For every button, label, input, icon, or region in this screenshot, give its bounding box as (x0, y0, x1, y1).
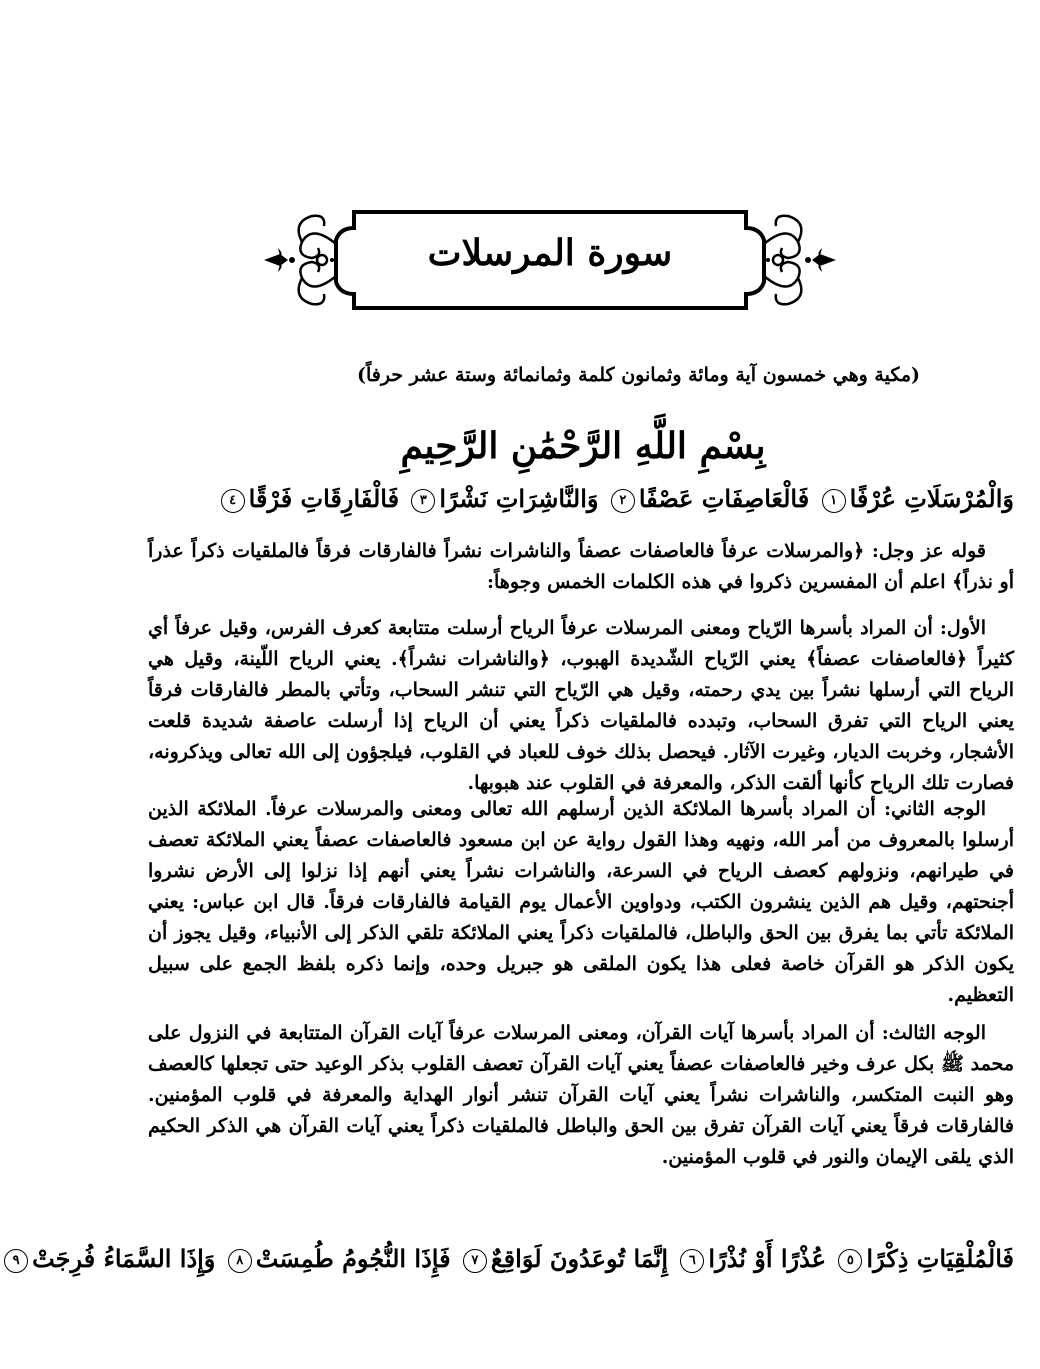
surah-title: سورة المرسلات (427, 232, 673, 274)
paragraph-third-view (148, 1018, 1014, 1173)
verse-number-icon: ٧ (463, 1249, 487, 1273)
paragraph-text: الوجه الثالث: أن المراد بأسرها آيات القرآن، ومعنى المرسلات عرفاً آيات القرآن المتتابعة في النزول على محمد ﷺ بكل عرف وخير فالعاصفات عصفاً يعني آيات القرآن تعصف القلوب بذكر الوعيد حتى تجعلها كالعصف وهو النبت المتكسر، والناشرات نشراً يعني آيات القرآن تنشر أنوار الهداية والمعرفة في قلوب المؤمنين. فالفارقات فرقاً يعني آيات القرآن تفرق بين الحق والباطل فالملقيات ذكراً يعني آيات القرآن هي الذكر الحكيم الذي يلقى الإيمان والنور في قلوب المؤمنين. (148, 1022, 1014, 1168)
verse-text: وَالنَّاشِرَاتِ نَشْرًا (439, 484, 599, 513)
verse-number-icon: ٥ (838, 1249, 862, 1273)
verse-number-icon: ٣ (411, 489, 435, 513)
verse-number-icon: ٤ (221, 489, 245, 513)
verse-line-top (148, 484, 1014, 513)
verse-text: فَالْفَارِقَاتِ فَرْقًا (248, 484, 400, 513)
verse-text: وَإِذَا السَّمَاءُ فُرِجَتْ (32, 1244, 216, 1273)
verse-number-icon: ٦ (680, 1249, 704, 1273)
verse-text: فَالْمُلْقِيَاتِ ذِكْرًا (866, 1244, 1014, 1273)
surah-title-frame (262, 204, 838, 316)
verse-text: فَإِذَا النُّجُومُ طُمِسَتْ (255, 1244, 451, 1273)
verse-text: إِنَّمَا تُوعَدُونَ لَوَاقِعٌ (490, 1244, 668, 1273)
verse-number-icon: ٨ (228, 1249, 252, 1273)
paragraph-text: قوله عز وجل: ﴿والمرسلات عرفاً فالعاصفات عصفاً والناشرات نشراً فالفارقات فرقاً فالملقيات ذكراً عذراً أو نذراً﴾ اعلم أن المفسرين ذكروا في هذه الكلمات الخمس وجوهاً: (148, 540, 1014, 593)
paragraph-first-view (148, 613, 1014, 799)
page (12, 0, 1040, 1369)
verse-line-bottom (12, 1244, 1014, 1273)
verse-number-icon: ٢ (611, 489, 635, 513)
basmala: بِسْمِ اللَّهِ الرَّحْمَٰنِ الرَّحِيمِ (400, 425, 766, 467)
verse-number-icon: ١ (822, 489, 846, 513)
paragraph-intro (148, 536, 1014, 598)
paragraph-text: الوجه الثاني: أن المراد بأسرها الملائكة الذين أرسلهم الله تعالى ومعنى والمرسلات عرفاً. الملائكة الذين أرسلوا بالمعروف من أمر الله، ونهيه وهذا القول رواية عن ابن مسعود فالعاصفات عصفاً يعني الملائكة تعصف في طيرانهم، ونزولهم كعصف الرياح في السرعة، والناشرات نشراً يعني أنهم إذا نزلوا إلى الأرض نشروا أجنحتهم، وقيل هم الذين ينشرون الكتب، ودواوين الأعمال يوم القيامة فالفارقات فرقاً. قال ابن عباس: يعني الملائكة تأتي بما يفرق بين الحق والباطل، فالملقيات ذكراً يعني الملائكة تلقي الذكر إلى الأنبياء، وقيل يجوز أن يكون الذكر هو القرآن خاصة فعلى هذا يكون الملقى هو جبريل وحده، وإنما ذكره بلفظ الجمع على سبيل التعظيم. (148, 798, 1014, 1006)
verse-text: فَالْعَاصِفَاتِ عَصْفًا (638, 484, 810, 513)
paragraph-text: الأول: أن المراد بأسرها الرّياح ومعنى المرسلات عرفاً الرياح أرسلت متتابعة كعرف الفرس، وقيل عرفاً أي كثيراً ﴿فالعاصفات عصفاً﴾ يعني الرّياح الشّديدة الهبوب، ﴿والناشرات نشراً﴾. يعني الرياح اللّينة، وقيل هي الرياح التي أرسلها نشراً بين يدي رحمته، وقيل هي الرّياح التي تنشر السحاب، وتأتي بالمطر فالفارقات فرقاً يعني الرياح التي تفرق السحاب، وتبدده فالملقيات ذكراً يعني أن الرياح إذا أرسلت عاصفة شديدة قلعت الأشجار، وخربت الديار، وغيرت الآثار. فيحصل بذلك خوف للعباد في القلوب، فيلجؤون إلى الله تعالى ويذكرونه، فصارت تلك الرياح كأنها ألقت الذكر، والمعرفة في القلوب عند هبوبها. (148, 617, 1014, 794)
verse-text: عُذْرًا أَوْ نُذْرًا (708, 1244, 827, 1273)
verse-text: وَالْمُرْسَلَاتِ عُرْفًا (849, 484, 1014, 513)
verse-number-icon: ٩ (4, 1249, 28, 1273)
surah-intro: (مكية وهي خمسون آية ومائة وثمانون كلمة وثمانمائة وستة عشر حرفاً) (356, 364, 920, 386)
paragraph-second-view (148, 794, 1014, 1011)
